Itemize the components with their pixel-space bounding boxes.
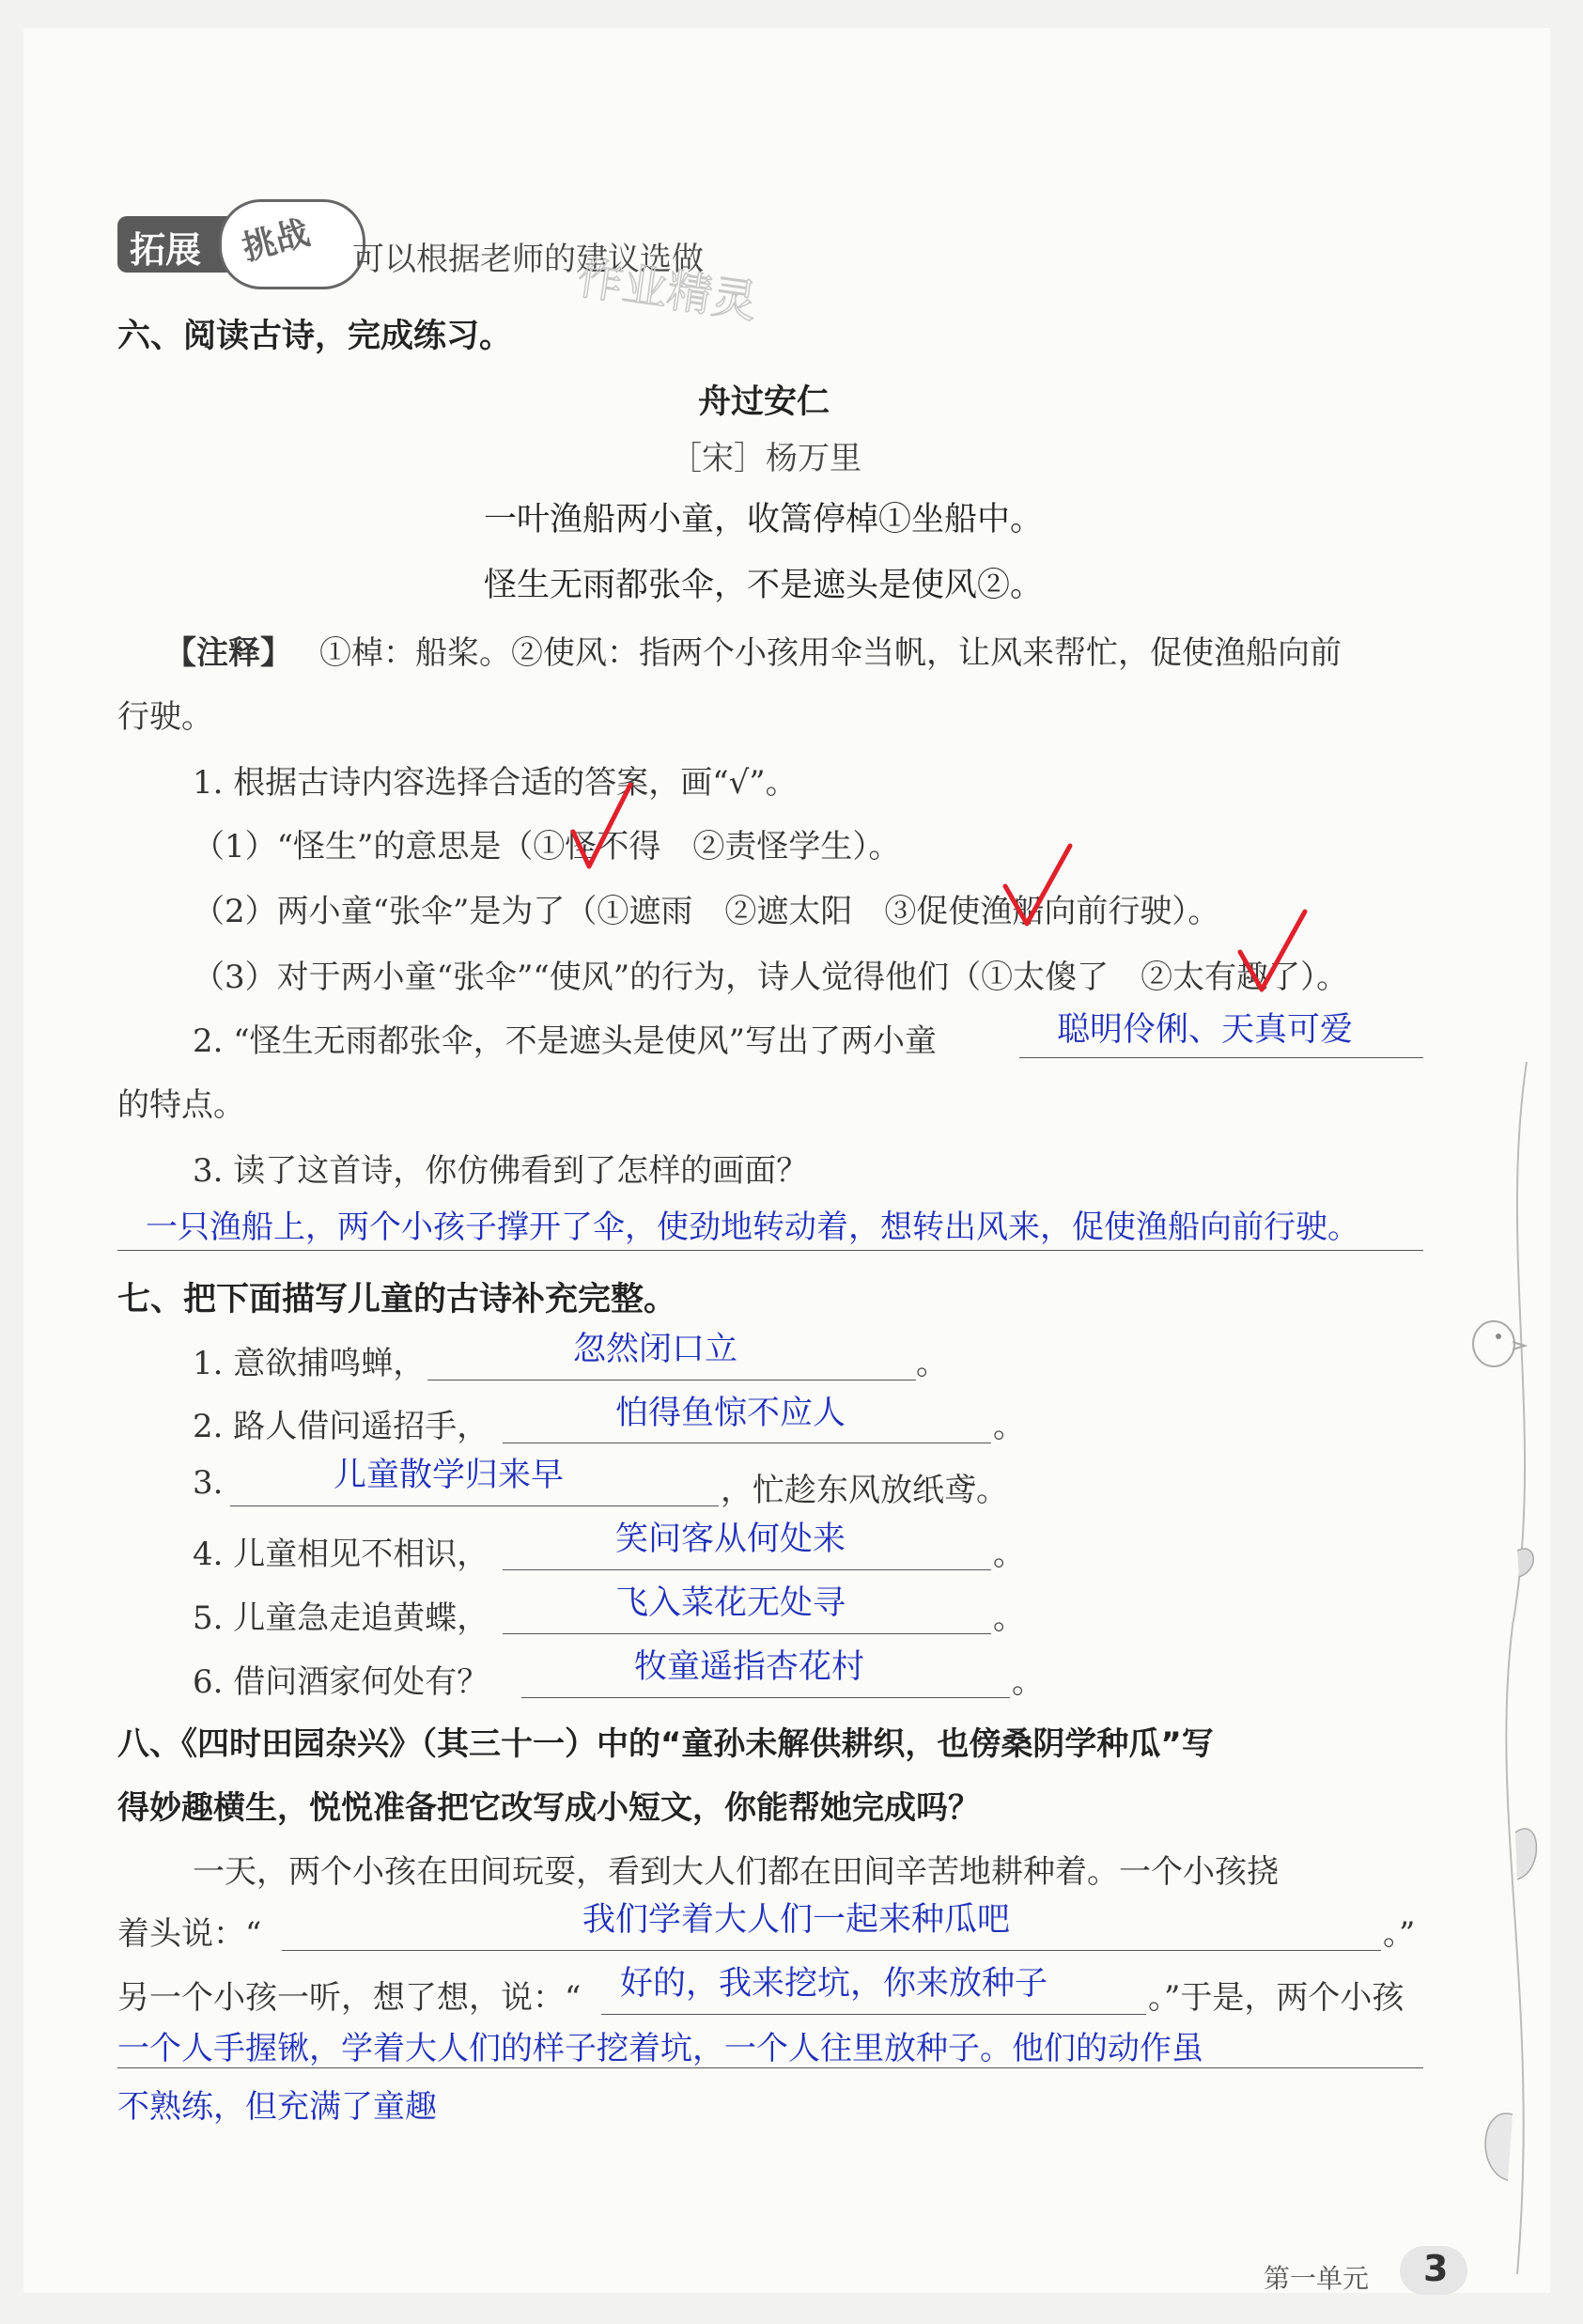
question-3: 3. 读了这首诗，你仿佛看到了怎样的画面？ (193, 1152, 809, 1190)
s8-p2-suffix: 。” (1383, 1915, 1416, 1953)
question-1-3: （3）对于两小童“张伞”“使风”的行为，诗人觉得他们（①太傻了 ②太有趣了）。 (193, 959, 1349, 996)
section6-title: 六、阅读古诗，完成练习。 (117, 318, 513, 355)
s8-p3-answer[interactable]: 好的，我来挖坑，你来放种子 (620, 1965, 1048, 2003)
s8-p2-prefix: 着头说：“ (117, 1915, 262, 1953)
section7-title: 七、把下面描写儿童的古诗补充完整。 (117, 1281, 677, 1318)
answer-line (503, 1633, 991, 1634)
question-1: 1. 根据古诗内容选择合适的答案，画“√”。 (193, 764, 798, 802)
badge-main-text: 拓展 (130, 229, 202, 271)
s8-paragraph-1: 一天，两个小孩在田间玩耍，看到大人们都在田间辛苦地耕种着。一个小孩挠 (193, 1853, 1279, 1891)
answer-line (1019, 1057, 1423, 1058)
question-1-1: （1）“怪生”的意思是（①怪不得 ②责怪学生）。 (193, 828, 901, 866)
note-continued: 行驶。 (117, 698, 213, 736)
s7-item-5-prefix: 5. 儿童急走追黄蝶， (193, 1599, 489, 1637)
s8-p4-answer[interactable]: 一个人手握锹，学着大人们的样子挖着坑，一个人往里放种子。他们的动作虽 (117, 2030, 1203, 2067)
answer-line (282, 1950, 1381, 1951)
s7-item-2-suffix: 。 (993, 1408, 1025, 1445)
section8-title-2: 得妙趣横生，悦悦准备把它改写成小短文，你能帮她完成吗？ (117, 1789, 980, 1827)
header-subtitle: 可以根据老师的建议选做 (352, 241, 704, 278)
s7-item-1-answer[interactable]: 忽然闭口立 (573, 1331, 738, 1368)
s7-item-2-answer[interactable]: 怕得鱼惊不应人 (615, 1395, 846, 1432)
poem-line-2: 怪生无雨都张伞，不是遮头是使风②。 (484, 567, 1044, 604)
answer-line (117, 2067, 1423, 2068)
poem-line-1: 一叶渔船两小童，收篙停棹①坐船中。 (484, 501, 1044, 538)
check-mark-icon (568, 780, 634, 874)
s7-item-3-answer[interactable]: 儿童散学归来早 (334, 1457, 565, 1494)
s7-item-5-answer[interactable]: 飞入菜花无处寻 (615, 1584, 846, 1622)
page-number: 3 (1423, 2248, 1449, 2289)
s8-p3-prefix: 另一个小孩一听，想了想，说：“ (117, 1979, 582, 2017)
s8-p3-suffix: 。”于是，两个小孩 (1148, 1979, 1405, 2017)
vine-decoration-icon (1461, 1062, 1550, 2274)
question-1-2: （2）两小童“张伞”是为了（①遮雨 ②遮太阳 ③促使渔船向前行驶）。 (193, 893, 1220, 930)
s7-item-1-suffix: 。 (916, 1345, 948, 1382)
s7-item-6-prefix: 6. 借问酒家何处有？ (193, 1663, 489, 1701)
s7-item-4-answer[interactable]: 笑问客从何处来 (615, 1521, 846, 1558)
answer-line (117, 1250, 1423, 1251)
answer-line (521, 1697, 1010, 1698)
s7-item-1-prefix: 1. 意欲捕鸣蝉， (193, 1345, 426, 1382)
poem-title: 舟过安仁 (698, 382, 830, 421)
s8-p2-answer[interactable]: 我们学着大人们一起来种瓜吧 (582, 1901, 1011, 1939)
s7-item-6-suffix: 。 (1012, 1663, 1044, 1701)
answer-line (601, 2014, 1146, 2015)
s7-item-6-answer[interactable]: 牧童遥指杏花村 (634, 1648, 865, 1686)
answer-q3[interactable]: 一只渔船上，两个小孩子撑开了伞，使劲地转动着，想转出风来，促使渔船向前行驶。 (146, 1209, 1359, 1246)
footer-unit: 第一单元 (1264, 2263, 1370, 2294)
section8-title-1: 八、《四时田园杂兴》（其三十一）中的“童孙未解供耕织，也傍桑阴学种瓜”写 (117, 1725, 1214, 1763)
note-label: 【注释】 (164, 634, 292, 672)
s7-item-2-prefix: 2. 路人借问遥招手， (193, 1408, 489, 1445)
answer-q2[interactable]: 聪明伶俐、天真可爱 (1057, 1011, 1354, 1049)
watermark: 作业精灵 (574, 251, 761, 330)
badge-sub-text: 挑战 (238, 213, 314, 269)
poem-author: ［宋］杨万里 (670, 440, 861, 477)
s7-item-5-suffix: 。 (993, 1599, 1025, 1637)
s8-p5-answer[interactable]: 不熟练，但充满了童趣 (117, 2088, 437, 2126)
s7-item-4-prefix: 4. 儿童相见不相识， (193, 1536, 489, 1573)
question-2-suffix: 的特点。 (117, 1086, 245, 1124)
workbook-page (23, 28, 1550, 2293)
check-mark-icon (1001, 841, 1076, 930)
check-mark-icon (1235, 907, 1311, 996)
s7-item-3-suffix: ，忙趁东风放纸鸢。 (721, 1472, 1008, 1509)
question-2: 2. “怪生无雨都张伞，不是遮头是使风”写出了两小童 (193, 1022, 938, 1060)
s7-item-3-prefix: 3. (193, 1464, 224, 1502)
note-text: ①棹：船桨。②使风：指两个小孩用伞当帆，让风来帮忙，促使渔船向前 (319, 634, 1342, 672)
answer-line (230, 1505, 719, 1506)
s7-item-4-suffix: 。 (993, 1536, 1025, 1573)
answer-line (503, 1569, 991, 1570)
